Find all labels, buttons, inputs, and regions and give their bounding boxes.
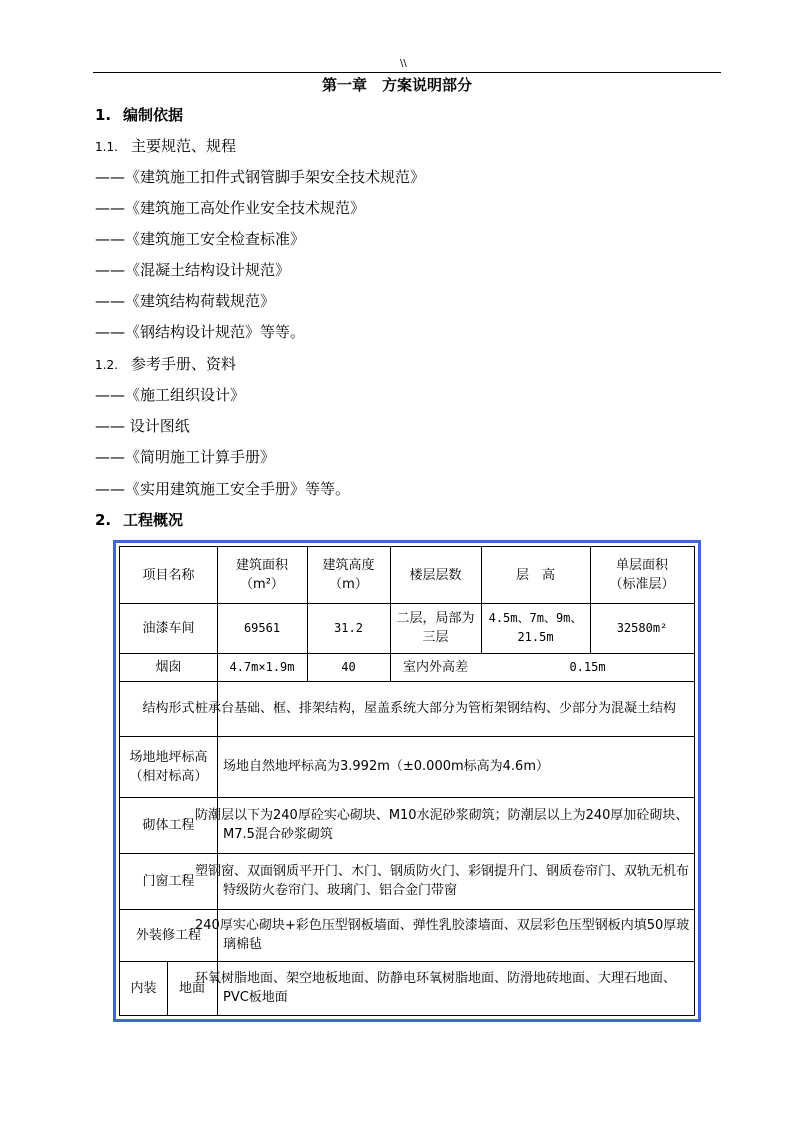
reference-item: ——《混凝土结构设计规范》 <box>95 261 291 279</box>
row-doors-value: 塑钢窗、双面钢质平开门、木门、钢质防火门、彩钢提升门、钢质卷帘门、双轨无机布特级防火卷帘门、玻璃门、铝合金门带窗 <box>195 864 690 898</box>
table-grid <box>119 546 695 1016</box>
section-1-1-heading <box>95 136 236 157</box>
section-1-2-heading <box>95 354 236 375</box>
row-elevation-value: 场地自然地坪标高为3.992m（±0.000m标高为4.6m） <box>223 759 549 774</box>
row-masonry-value: 防潮层以下为240厚砼实心砌块、M10水泥砂浆砌筑；防潮层以上为240厚加砼砌块、M7.5混合砂浆砌筑 <box>195 808 689 842</box>
row-exterior-label: 外装修工程 <box>135 927 201 943</box>
row-chimney-size: 4.7m×1.9m <box>229 659 295 674</box>
header-item-name: 项目名称 <box>142 567 195 583</box>
row-interior-group: 内装 <box>130 980 157 996</box>
project-overview-table <box>113 540 701 1022</box>
header-rule <box>93 72 721 73</box>
section-title: 工程概况 <box>123 511 184 529</box>
section-title: 主要规范、规程 <box>131 137 237 155</box>
row-paint-height: 31.2 <box>334 620 363 635</box>
row-structure-label: 结构形式 <box>142 701 195 716</box>
row-interior-value: 环氧树脂地面、架空地板地面、防静电环氧树脂地面、防滑地砖地面、大理石地面、PVC板地面 <box>195 971 677 1005</box>
row-paint-floors: 二层，局部为三层 <box>396 611 475 645</box>
row-paint-floor-height: 4.5m、7m、9m、21.5m <box>488 611 583 644</box>
row-doors-label: 门窗工程 <box>142 873 195 889</box>
header-area: 建筑面积（m²） <box>235 558 288 592</box>
reference-item: —— 设计图纸 <box>95 417 190 435</box>
section-number: 1.2. <box>95 358 118 372</box>
row-chimney-value: 0.15m <box>569 659 606 674</box>
header-floor-height: 层 高 <box>515 567 555 583</box>
row-interior-label: 地面 <box>178 980 205 996</box>
section-number: 1.1. <box>95 140 118 154</box>
reference-item: ——《施工组织设计》 <box>95 386 246 404</box>
section-title: 编制依据 <box>123 106 184 124</box>
reference-item: ——《建筑施工安全检查标准》 <box>95 230 306 248</box>
row-paint-area: 69561 <box>243 620 281 635</box>
row-elevation-label: 场地地坪标高（相对标高） <box>129 749 208 784</box>
section-title: 参考手册、资料 <box>131 355 237 373</box>
reference-item: ——《建筑结构荷载规范》 <box>95 292 276 310</box>
section-number: 1. <box>95 106 112 124</box>
reference-item: ——《建筑施工扣件式钢管脚手架安全技术规范》 <box>95 168 426 186</box>
reference-item: ——《钢结构设计规范》等等。 <box>95 323 306 341</box>
row-masonry-label: 砌体工程 <box>142 817 195 833</box>
header-height: 建筑高度（m） <box>322 558 375 592</box>
header-mark: \\ <box>400 58 407 69</box>
header-floors: 楼层层数 <box>409 567 462 583</box>
row-exterior-value: 240厚实心砌块+彩色压型钢板墙面、弹性乳胶漆墙面、双层彩色压型钢板内填50厚玻璃棉毡 <box>195 918 690 952</box>
reference-item: ——《建筑施工高处作业安全技术规范》 <box>95 199 366 217</box>
row-chimney-height: 40 <box>341 659 356 674</box>
row-chimney-name: 烟囱 <box>155 659 182 675</box>
row-paint-std-area: 32580m² <box>616 620 668 635</box>
header-std-area: 单层面积（标准层） <box>609 558 675 592</box>
row-structure-value: 桩承台基础、框、排架结构，屋盖系统大部分为管桁架钢结构、少部分为混凝土结构 <box>195 701 677 716</box>
reference-item: ——《简明施工计算手册》 <box>95 448 276 466</box>
row-chimney-label: 室内外高差 <box>402 659 468 675</box>
reference-item: ——《实用建筑施工安全手册》等等。 <box>95 480 351 498</box>
row-paint-name: 油漆车间 <box>142 620 195 636</box>
section-number: 2. <box>95 511 112 529</box>
section-2-heading <box>95 510 183 530</box>
chapter-title: 第一章 方案说明部分 <box>321 76 472 94</box>
section-1-heading <box>95 105 183 125</box>
